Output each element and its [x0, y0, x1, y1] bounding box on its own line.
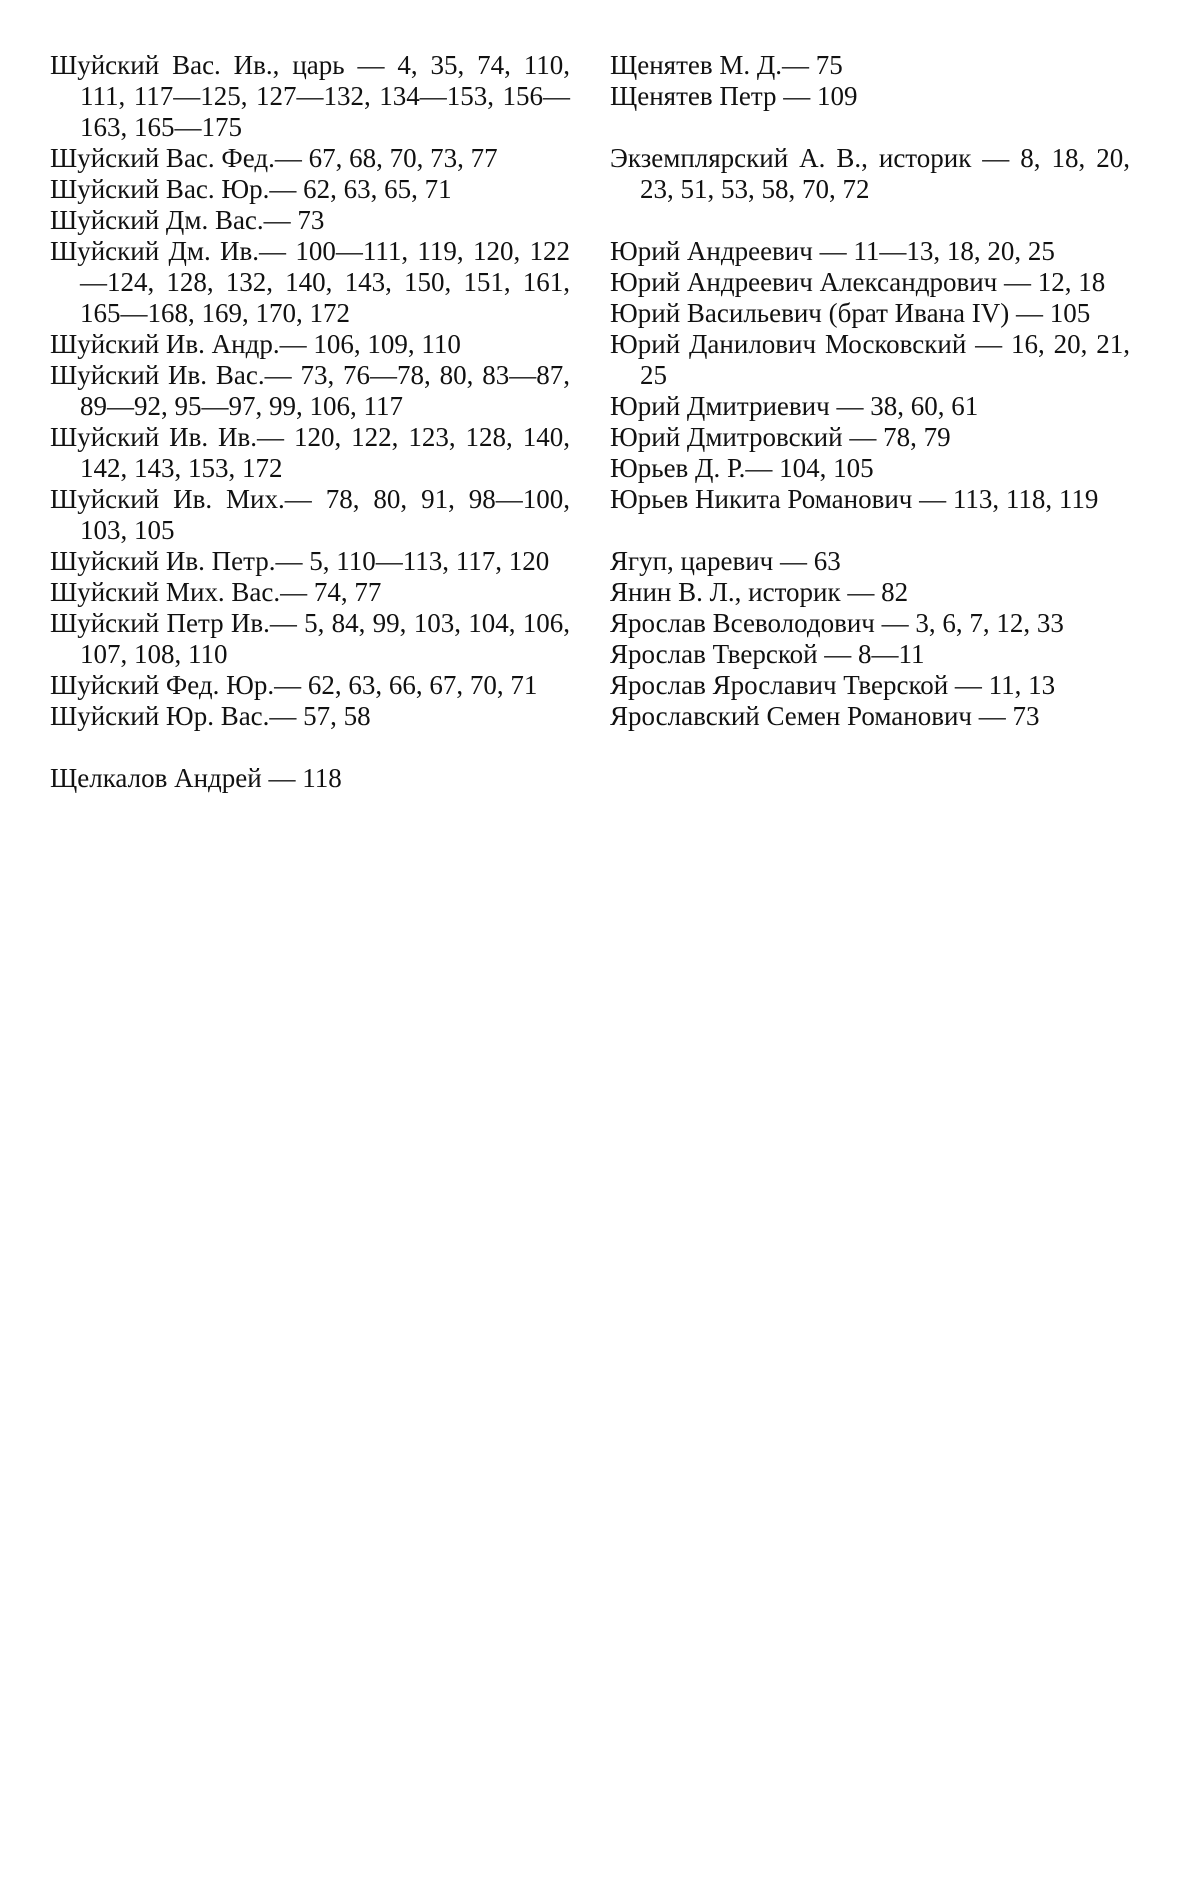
- index-entry: Ярославский Семен Романович — 73: [610, 701, 1040, 731]
- index-entry: Щенятев Петр — 109: [610, 81, 858, 111]
- index-entry: Юрий Дмитровский — 78, 79: [610, 422, 951, 452]
- letter-group-gap: [610, 205, 1130, 236]
- index-entry: Шуйский Петр Ив.— 5, 84, 99, 103, 104, 106, 107, 108, 110: [50, 608, 570, 669]
- index-entry: Шуйский Дм. Ив.— 100—111, 119, 120, 122—124, 128, 132, 140, 143, 150, 151, 161, 165—168, 169, 170, 172: [50, 236, 570, 328]
- index-entry: Шуйский Фед. Юр.— 62, 63, 66, 67, 70, 71: [50, 670, 538, 700]
- index-entry: Щенятев М. Д.— 75: [610, 50, 843, 80]
- index-entry: Юрий Дмитриевич — 38, 60, 61: [610, 391, 979, 421]
- index-entry: Шуйский Ив. Андр.— 106, 109, 110: [50, 329, 461, 359]
- letter-group-gap: [50, 732, 570, 763]
- letter-group-gap: [610, 515, 1130, 546]
- index-entry: Шуйский Вас. Ив., царь — 4, 35, 74, 110, 111, 117—125, 127—132, 134—153, 156—163, 165—175: [50, 50, 570, 142]
- index-column-left: [50, 50, 570, 794]
- index-entry: Шуйский Мих. Вас.— 74, 77: [50, 577, 382, 607]
- index-entry: Шуйский Ив. Вас.— 73, 76—78, 80, 83—87, 89—92, 95—97, 99, 106, 117: [50, 360, 570, 421]
- index-entry: Шуйский Ив. Ив.— 120, 122, 123, 128, 140, 142, 143, 153, 172: [50, 422, 570, 483]
- letter-group-gap: [610, 112, 1130, 143]
- index-entry: Ягуп, царевич — 63: [610, 546, 841, 576]
- index-entry: Экземплярский А. В., историк — 8, 18, 20, 23, 51, 53, 58, 70, 72: [610, 143, 1130, 204]
- index-entry: Шуйский Ив. Мих.— 78, 80, 91, 98—100, 103, 105: [50, 484, 570, 545]
- index-entry: Шуйский Дм. Вас.— 73: [50, 205, 325, 235]
- index-entry: Шуйский Ив. Петр.— 5, 110—113, 117, 120: [50, 546, 550, 576]
- index-entry: Ярослав Тверской — 8—11: [610, 639, 925, 669]
- index-entry: Юрий Данилович Московский — 16, 20, 21, 25: [610, 329, 1130, 390]
- index-entry: Юрий Андреевич Александрович — 12, 18: [610, 267, 1106, 297]
- index-entry: Юрьев Никита Романович — 113, 118, 119: [610, 484, 1099, 514]
- index-entry: Шуйский Вас. Фед.— 67, 68, 70, 73, 77: [50, 143, 498, 173]
- index-entry: Шуйский Юр. Вас.— 57, 58: [50, 701, 371, 731]
- index-entry: Янин В. Л., историк — 82: [610, 577, 909, 607]
- index-entry: Юрий Васильевич (брат Ивана IV) — 105: [610, 298, 1091, 328]
- index-entry: Ярослав Ярославич Тверской — 11, 13: [610, 670, 1056, 700]
- index-entry: Шуйский Вас. Юр.— 62, 63, 65, 71: [50, 174, 452, 204]
- index-entry: Юрьев Д. Р.— 104, 105: [610, 453, 874, 483]
- index-entry: Ярослав Всеволодович — 3, 6, 7, 12, 33: [610, 608, 1064, 638]
- index-entry: Щелкалов Андрей — 118: [50, 763, 342, 793]
- index-entry: Юрий Андреевич — 11—13, 18, 20, 25: [610, 236, 1055, 266]
- index-column-right: [610, 50, 1130, 732]
